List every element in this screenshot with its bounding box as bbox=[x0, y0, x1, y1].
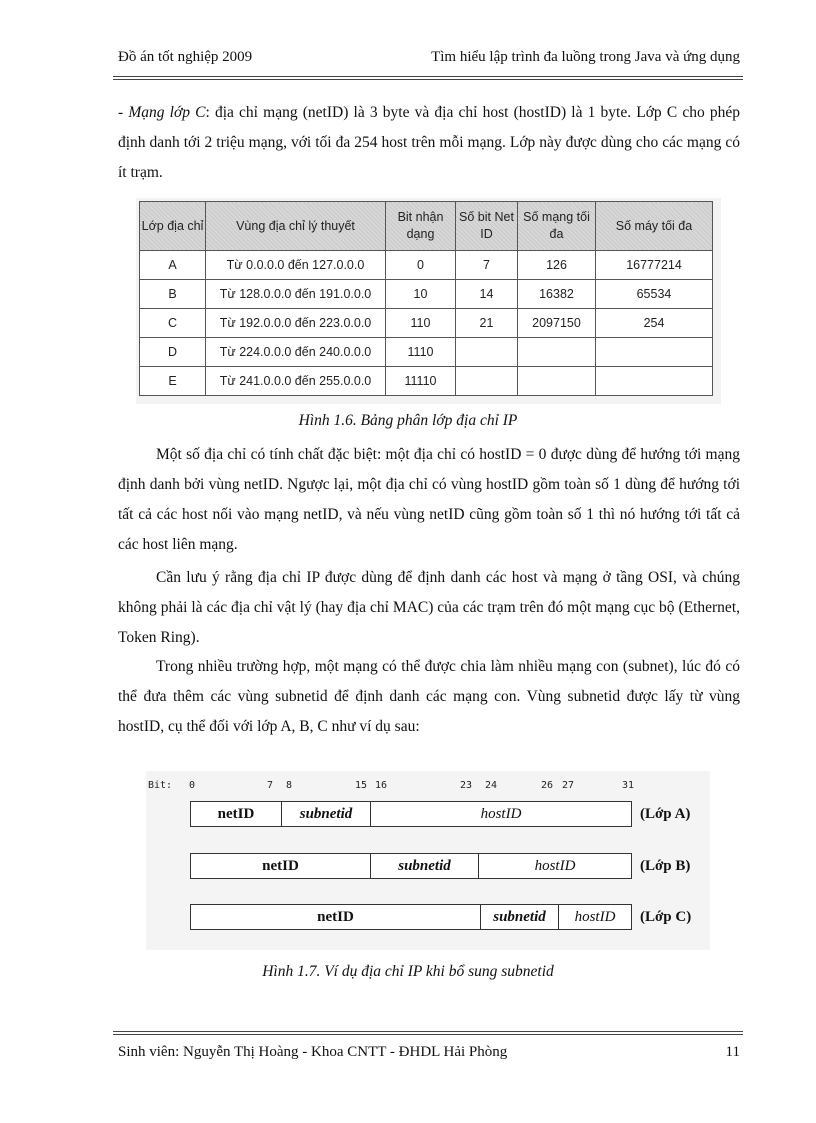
table-cell: 14 bbox=[456, 280, 518, 309]
table-cell: 21 bbox=[456, 309, 518, 338]
table-cell: 126 bbox=[518, 251, 596, 280]
table-header: Bit nhận dạng bbox=[386, 202, 456, 251]
table-row bbox=[140, 309, 713, 338]
table-cell: 7 bbox=[456, 251, 518, 280]
table-cell: 16382 bbox=[518, 280, 596, 309]
table-cell: 65534 bbox=[596, 280, 713, 309]
header-left: Đồ án tốt nghiệp 2009 bbox=[118, 49, 253, 65]
intro-text: : địa chỉ mạng (netID) là 3 byte và địa chỉ host (hostID) là 1 byte. Lớp C cho phép định danh tới 2 triệu mạng, với tối đa 254 host trên mỗi mạng. Lớp này được dùng cho các mạng có ít trạm. bbox=[118, 104, 740, 181]
bit-tick: 27 bbox=[562, 780, 575, 791]
subnetid-field: subnetid bbox=[282, 802, 371, 826]
class-a-label: (Lớp A) bbox=[640, 806, 691, 822]
table-cell bbox=[596, 338, 713, 367]
subnetid-field: subnetid bbox=[481, 905, 559, 929]
paragraph-text: Cần lưu ý rằng địa chỉ IP được dùng để định danh các host và mạng ở tầng OSI, và chúng không phải là các địa chỉ vật lý (hay địa chỉ MAC) của các trạm trên đó một mạng cục bộ (Ethernet, Token Ring). bbox=[118, 569, 740, 646]
table-cell: Từ 192.0.0.0 đến 223.0.0.0 bbox=[206, 309, 386, 338]
netid-field: netID bbox=[191, 905, 481, 929]
subnet-diagram bbox=[146, 771, 710, 950]
class-c-label: (Lớp C) bbox=[640, 909, 692, 925]
table-cell: 110 bbox=[386, 309, 456, 338]
bit-tick: 24 bbox=[485, 780, 498, 791]
paragraph-text: Trong nhiều trường hợp, một mạng có thể được chia làm nhiều mạng con (subnet), lúc đó có thể đưa thêm các vùng subnetid để định danh các mạng con. Vùng subnetid được lấy từ vùng hostID, cụ thể đối với lớp A, B, C như ví dụ sau: bbox=[118, 658, 740, 735]
table-header: Số bit Net ID bbox=[456, 202, 518, 251]
table-header: Lớp địa chỉ bbox=[140, 202, 206, 251]
intro-paragraph bbox=[118, 98, 740, 188]
intro-lead: - bbox=[118, 104, 129, 121]
table-cell: 0 bbox=[386, 251, 456, 280]
bit-tick: 16 bbox=[375, 780, 388, 791]
table-header: Số mạng tối đa bbox=[518, 202, 596, 251]
bit-tick: 0 bbox=[189, 780, 196, 791]
table-header-row bbox=[140, 202, 713, 251]
paragraph-subnet bbox=[118, 652, 740, 742]
footer-rule-2 bbox=[113, 1034, 743, 1035]
bit-tick: 31 bbox=[622, 780, 635, 791]
class-b-address-bar bbox=[190, 853, 632, 879]
table-cell: 2097150 bbox=[518, 309, 596, 338]
ip-class-table-frame bbox=[136, 198, 721, 404]
table-cell: 254 bbox=[596, 309, 713, 338]
table-cell: C bbox=[140, 309, 206, 338]
netid-field: netID bbox=[191, 854, 371, 878]
intro-label: Mạng lớp C bbox=[128, 104, 206, 121]
figure-caption-1-7: Hình 1.7. Ví dụ địa chỉ IP khi bổ sung subnetid bbox=[262, 963, 554, 980]
table-cell: 10 bbox=[386, 280, 456, 309]
class-c-address-bar bbox=[190, 904, 632, 930]
table-row bbox=[140, 367, 713, 396]
header-right: Tìm hiểu lập trình đa luồng trong Java và ứng dụng bbox=[431, 49, 740, 65]
subnetid-field: subnetid bbox=[371, 854, 479, 878]
table-cell: 16777214 bbox=[596, 251, 713, 280]
bit-tick: 23 bbox=[460, 780, 473, 791]
hostid-field: hostID bbox=[534, 858, 576, 874]
table-cell: Từ 224.0.0.0 đến 240.0.0.0 bbox=[206, 338, 386, 367]
table-cell: E bbox=[140, 367, 206, 396]
table-cell: D bbox=[140, 338, 206, 367]
bits-label: Bit: bbox=[148, 780, 173, 791]
ip-class-table bbox=[139, 201, 713, 396]
table-cell: B bbox=[140, 280, 206, 309]
table-cell bbox=[456, 367, 518, 396]
table-cell: 11110 bbox=[386, 367, 456, 396]
table-header: Vùng địa chỉ lý thuyết bbox=[206, 202, 386, 251]
table-cell bbox=[456, 338, 518, 367]
header-rule bbox=[113, 76, 743, 77]
footer-rule bbox=[113, 1031, 743, 1032]
table-cell bbox=[518, 338, 596, 367]
bit-tick: 7 bbox=[267, 780, 274, 791]
table-row bbox=[140, 338, 713, 367]
table-cell bbox=[596, 367, 713, 396]
table-cell: A bbox=[140, 251, 206, 280]
bit-tick: 8 bbox=[286, 780, 293, 791]
header-rule-2 bbox=[113, 79, 743, 80]
table-cell: Từ 128.0.0.0 đến 191.0.0.0 bbox=[206, 280, 386, 309]
page-footer bbox=[118, 1044, 740, 1061]
page-number: 11 bbox=[725, 1044, 740, 1060]
table-cell bbox=[518, 367, 596, 396]
table-row bbox=[140, 251, 713, 280]
table-header: Số máy tối đa bbox=[596, 202, 713, 251]
page-header bbox=[118, 49, 740, 73]
class-a-address-bar bbox=[190, 801, 632, 827]
table-row bbox=[140, 280, 713, 309]
paragraph-ip-note bbox=[118, 563, 740, 653]
netid-field: netID bbox=[191, 802, 282, 826]
hostid-field: hostID bbox=[480, 806, 522, 822]
table-cell: Từ 0.0.0.0 đến 127.0.0.0 bbox=[206, 251, 386, 280]
table-cell: Từ 241.0.0.0 đến 255.0.0.0 bbox=[206, 367, 386, 396]
bit-tick: 26 bbox=[541, 780, 554, 791]
figure-caption-1-6: Hình 1.6. Bảng phân lớp địa chỉ IP bbox=[298, 412, 518, 429]
class-b-label: (Lớp B) bbox=[640, 858, 691, 874]
bit-tick: 15 bbox=[355, 780, 368, 791]
hostid-field: hostID bbox=[574, 909, 616, 925]
footer-author: Sinh viên: Nguyễn Thị Hoàng - Khoa CNTT - ĐHDL Hải Phòng bbox=[118, 1044, 508, 1060]
paragraph-text: Một số địa chỉ có tính chất đặc biệt: một địa chỉ có hostID = 0 được dùng để hướng tới mạng định danh bởi vùng netID. Ngược lại, một địa chỉ có vùng hostID gồm toàn số 1 dùng để hướng tới tất cả các host nối vào mạng netID, và nếu vùng netID cũng gồm toàn số 1 thì nó hướng tới tất cả các host liên mạng. bbox=[118, 446, 740, 553]
table-cell: 1110 bbox=[386, 338, 456, 367]
paragraph-special-addresses bbox=[118, 440, 740, 560]
